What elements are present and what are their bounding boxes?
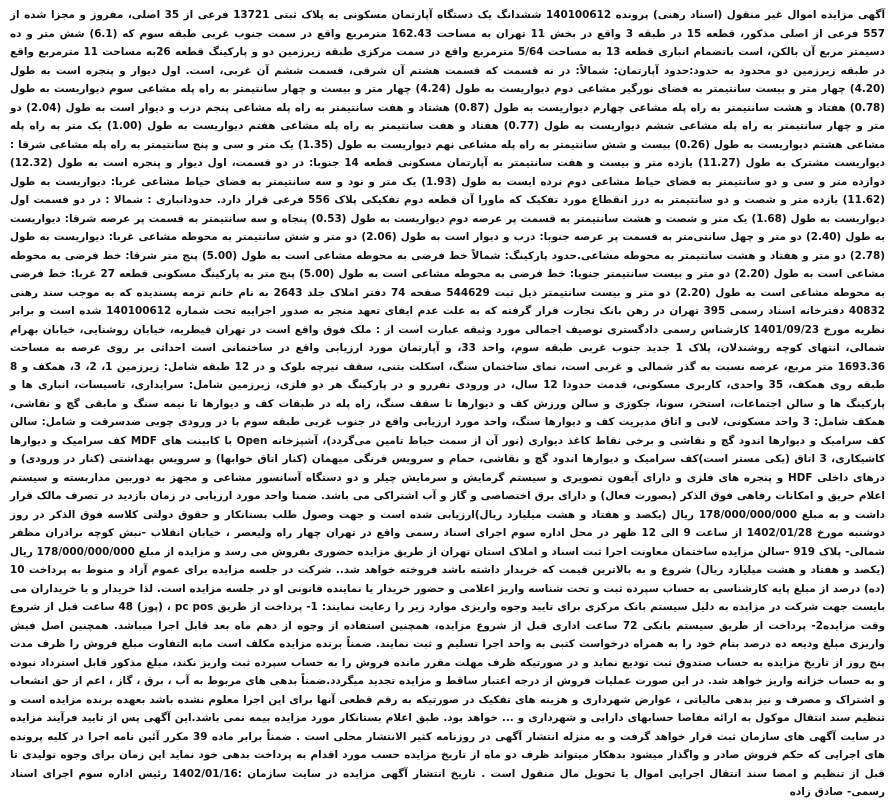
auction-notice-text: آگهی مزایده اموال غیر منقول (اسناد رهنی) پرونده 140100612 ششدانگ یک دستگاه آپارتمان مسکونی به پلاک ثبتی 13721 فرعی از 35 اصلی، مفروز و مجزا شده از 557 فرعی از اصلی مذکور، قطعه 15 در طبقه 3 واقع در بخش 11 تهران به مساحت 162.43 مترمربع واقع در سمت جنوب غربی طبقه سوم که (6.1) شش متر و ده دسیمتر مربع آن بالکن، است باتضمام انباری قطعه 13 به مساحت 5/64 مترمربع واقع در سمت مرکزی طبقه زیرزمین دو و پارکینگ قطعه 26به مساحت 11 مترمربع واقع در طبقه زیرزمین دو محدود به حدود:حدود آپارتمان: شمالاً: در نه قسمت که قسمت هشتم آن شرقی، قسمت ششم آن غربی، است. اول دیوار و پنجره است به طول (4.20) چهار متر و بیست سانتیمتر به فضای نورگیر مشاعی دوم دیواریست به طول (4.24) چهار متر و بیست و چهار سانتیمتر به راه پله مشاعی سوم دیواریست به طول (0.78) هفتاد و هشت سانتیمتر به راه پله مشاعی چهارم دیواریست به طول (0.87) هشتاد و هفت سانتیمتر به راه پله مشاعی پنجم درب و دیوار است به طول (2.04) دو متر و چهار سانتیمتر به راه پله مشاعی ششم دیواریست به طول (0.77) هفتاد و هفت سانتیمتر به راه پله مشاعی هفتم دیواریست به طول (1.00) یک متر به راه پله مشاعی هشتم دیواریست به طول (0.26) بیست و شش سانتیمتر به راه پله مشاعی نهم دیواریست به طول (1.35) یک متر و سی و پنج سانتیمتر به راه پله مشاعی شرقا : دیواریست مشترک به طول (11.27) یازده متر و بیست و هفت سانتیمتر به آپارتمان مسکونی قطعه 14 جنوبا: در دو قسمت، اول دیوار و پنجره است به طول (12.32) دوازده متر و سی و دو سانتیمتر به فضای حیاط مشاعی دوم نرده ایست به طول (1.93) یک متر و نود و سه سانتیمتر به فضای حیاط مشاعی غربا: دیواریست به طول (11.62) یازده متر و شصت و دو سانتیمتر به درز انقطاع مورد تفکیک که ماورا آن قطعه دوم تفکیکی پلاک 556 فرعی قرار دارد. حدودانباری : شمالا : در دو قسمت اول دیواریست به طول (1.68) یک متر و شصت و هشت سانتیمتر به قسمت پر عرصه دوم دیواریست به طول (0.53) پنجاه و سه سانتیمتر به قسمت پر عرصه شرقا: دیواریست به طول (2.40) دو متر و چهل سانتی‌متر به قسمت پر عرصه جنوبا: درب و دیوار است به طول (2.06) دو متر و شش سانتیمتر به محوطه مشاعی غربا: دیواریست به طول (2.78) دو متر و هفتاد و هشت سانتیمتر به محوطه مشاعی.حدود پارکینگ: شمالاً خط فرضی به محوطه مشاعی است به طول (5.00) پنج متر شرقا: خط فرضی به محوطه مشاعی است به طول (2.20) دو متر و بیست سانتیمتر جنوبا: خط فرضی به محوطه مشاعی است به طول (5.00) پنج متر به پارکینگ مسکونی قطعه 27 غربا: خط فرضی به محوطه مشاعی است به طول (2.20) دو متر و بیست سانتیمتر ذیل ثبت 544629 صفحه 74 دفتر املاک جلد 2643 به نام خانم ترمه پسندیده که به موجب سند رهنی 40832 دفترخانه اسناد رسمی 395 تهران در رهن بانک تجارت قرار گرفته که به علت عدم ایفای تعهد منجر به صدور اجراییه تحت شماره 140100612 شده است و برابر نظریه مورخ 1401/09/23 کارشناس رسمی دادگستری توصیف اجمالی مورد وثیقه عبارت است از : ملک فوق واقع است در تهران قیطریه، خیابان روشنایی، خیابان بهرام شمالی، انتهای کوچه روشندلان، پلاک 1 جدید جنوب غربی طبقه سوم، واحد 33، و آپارتمان مورد ارزیابی واقع در ساختمانی است احداثی بر روی عرصه به مساحت 1693.36 متر مربع، عرصه نسبت به گذر شمالی و غربی است، نمای ساختمان سنگ، اسکلت بتنی، سقف تیرچه بلوک و در 12 طبقه شامل: زیرزمین 1، 2، 3، همکف و 8 طبقه روی همکف، 35 واحدی، کاربری مسکونی، قدمت حدودا 12 سال، در ورودی نفررو و در پارکینگ هر دو فلزی، زیرزمین شامل: سرایداری، تاسیسات، انباری ها و پارکینگ ها و سالن اجتماعات، استخر، سونا، جکوزی و سالن ورزش کف و دیوارها تا سقف سنگ، راه پله در طبقات کف و دیوارها تا نیمه سنگ و مابقی گچ و نقاشی، همکف شامل: 3 واحد مسکونی، لابی و اتاق مدیریت کف و دیوارها سنگ، واحد مورد ارزیابی واقع در جنوب غربی طبقه سوم با در ورودی چوبی ضدسرقت و شامل: سالن کف سرامیک و دیوارها اندود گچ و نقاشی و برخی نقاط کاغذ دیواری (نور آن از سمت حیاط تامین می‌گردد)، آشپزخانه Open با کابینت های MDF کف سرامیک و دیوارها کاشیکاری، 3 اتاق (یکی مستر است)کف سرامیک و دیوارها اندود گچ و نقاشی، حمام و سرویس فرنگی میهمان (کنار اتاق خوابها) و سرویس بهداشتی (کنار در ورودی) و درهای داخلی HDF و پنجره های فلزی و دارای آیفون تصویری و سیستم گرمایش و سرمایش چیلر و دو دستگاه آسانسور مشاعی و مجهز به دوربین مداربسته و سیستم اعلام حریق و امکانات رفاهی فوق الذکر (بصورت فعال) و دارای برق اختصاصی و گاز و آب اشتراکی می باشد. ضمنا واحد مورد ارزیابی در زمان بازدید در تصرف مالک قرار داشت و به مبلغ 178/000/000/000 ریال (یکصد و هفتاد و هشت میلیارد ریال)ارزیابی شده است و جهت وصول طلب بستانکار و حقوق دولتی کلاسه فوق الذکر در روز دوشنبه مورخ 1402/01/28 از ساعت 9 الی 12 ظهر در محل اداره سوم اجرای اسناد رسمی واقع در تهران چهار راه ولیعصر ، خیابان انقلاب -نبش کوچه برادران مظفر شمالی- پلاک 919 -سالن مزایده ساختمان معاونت اجرا ثبت اسناد و املاک استان تهران از طریق مزایده حضوری بفروش می رسد و مزایده از مبلغ 178/000/000/000 ریال (یکصد و هفتاد و هشت میلیارد ریال) شروع و به بالاترین قیمت که خریدار داشته باشد فروخته خواهد شد.. شرکت در جلسه مزایده برای عموم آزاد و منوط به پرداخت 10 (ده) درصد از مبلغ پایه کارشناسی به حساب سپرده ثبت و تحت شناسه واریز اعلامی و حضور خریدار یا نماینده قانونی او در جلسه مزایده است. لذا خریدار و یا خریداران می بایست جهت شرکت در مزایده به دلیل سیستم بانک مرکزی برای تایید وجوه واریزی موارد زیر را رعایت نمایند: 1- پرداخت از طریق pc pos ، (پوز) 48 ساعت قبل از شروع وقت مزایده2- پرداخت از طریق سیستم بانکی 72 ساعت اداری قبل از شروع مزایده، همچنین استفاده از وجوه از دهم ماه بعد قابل اجرا میباشد. همچنین اصل فیش واریزی مبلغ ودیعه ده درصد بنام خود را به همراه درخواست کتبی به واحد اجرا تسلیم و ثبت نمایند. ضمناً برنده مزایده مکلف است مابه التفاوت مبلغ فروش را ظرف مدت پنج روز از تاریخ مزایده به حساب صندوق ثبت تودیع نماید و در صورتیکه ظرف مهلت مقرر مانده فروش را به حساب سپرده ثبت واریز نکند، مبلغ مذکور قابل استرداد نبوده و به حساب خزانه واریز خواهد شد. در این صورت عملیات فروش از درجه اعتبار ساقط و مزایده تجدید میگردد.ضمناً بدهی های مربوط به آب ، برق ، گاز ، اعم از حق انشعاب و اشتراک و مصرف و نیز بدهی مالیاتی ، عوارض شهرداری و هزینه های تفکیک در صورتیکه به رقم قطعی آنها برای این اجرا معلوم نشده باشد بعهده برنده مزایده است و تنظیم سند انتقال موکول به ارائه مفاصا حسابهای دارایی و شهرداری و ... خواهد بود. طبق اعلام بستانکار مورد مزایده بیمه نمی باشد.این آگهی پس از تایید فرآیند مزایده در سایت آگهی های سازمان ثبت قرار خواهد گرفت و به منزله انتشار آگهی در روزنامه کثیر الانتشار محلی است . ضمناً برابر ماده 39 مکرر آئین نامه اجرا در کلیه پرونده های اجرایی که حکم فروش صادر و واگذار میشود بدهکار میتواند ظرف دو ماه از تاریخ مزایده حسب مورد اقدام به پرداخت بدهی خود نماید این زمان برای وجوه تولیدی تا قبل از تنظیم و امضا سند انتقال اجرایی اموال یا تحویل مال منقول است . تاریخ انتشار آگهی مزایده در سایت سازمان :1402/01/16 رئیس اداره سوم اجرای اسناد رسمی- صادق زاده — [10, 9, 886, 798]
